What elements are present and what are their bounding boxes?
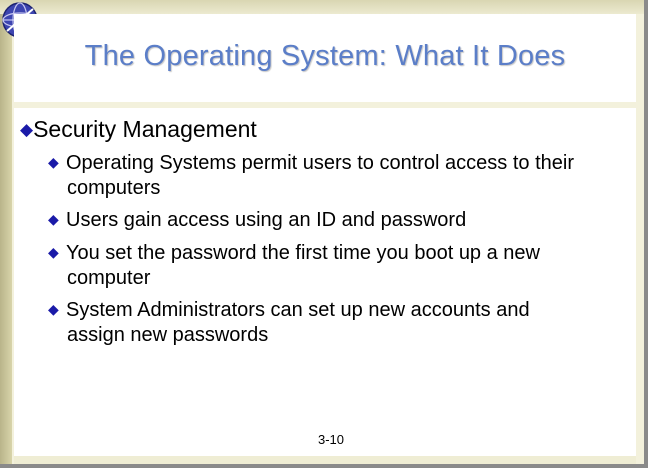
sub-bullet-continuation: computers: [67, 177, 161, 199]
main-bullet-text: Security Management: [33, 116, 257, 142]
sub-bullet-continuation: assign new passwords: [67, 324, 269, 346]
diamond-bullet-icon: ◆: [48, 154, 59, 170]
diamond-bullet-icon: ◆: [20, 120, 34, 139]
bottom-decorative-band: [14, 456, 636, 464]
left-decorative-stripe: [0, 0, 12, 464]
top-decorative-band: [0, 0, 644, 14]
sub-bullet: [48, 207, 633, 233]
sub-bullet-continuation: computer: [67, 267, 151, 289]
sub-bullet: [48, 240, 633, 291]
page-number: 3-10: [318, 432, 345, 447]
diamond-bullet-icon: ◆: [48, 211, 59, 227]
sub-bullet-text: You set the password the first time you boot up a new: [66, 242, 540, 264]
sub-bullet: [48, 297, 633, 348]
main-bullet: [20, 116, 257, 143]
slide-title: The Operating System: What It Does: [84, 40, 566, 72]
diamond-bullet-icon: ◆: [48, 301, 59, 317]
diamond-bullet-icon: ◆: [48, 244, 59, 260]
sub-bullet-text: System Administrators can set up new accounts and: [66, 299, 530, 321]
sub-bullet: [48, 150, 633, 201]
sub-bullet-text: Users gain access using an ID and password: [66, 209, 467, 231]
sub-bullet-text: Operating Systems permit users to control access to their: [66, 152, 574, 174]
